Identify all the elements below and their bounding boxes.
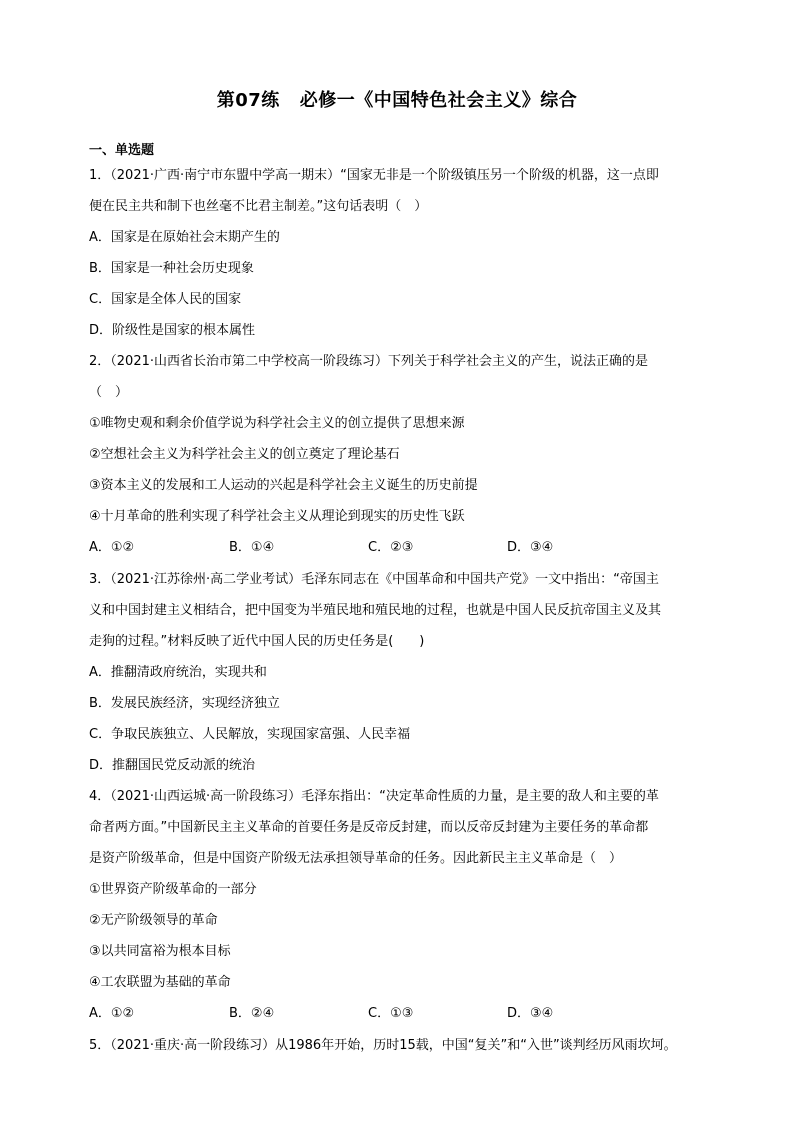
q1-stem-line1: 1．（2021·广西·南宁市东盟中学高一期末）“国家无非是一个阶级镇压另一个阶级的机器，这一点即 [89,168,659,183]
q2-options [89,539,709,557]
q4-item-3: ③以共同富裕为根本目标 [89,944,231,959]
q1-stem-line2: 便在民主共和制下也丝毫不比君主制差。”这句话表明（ ） [89,199,428,214]
q1-option-d: D．阶级性是国家的根本属性 [89,323,256,338]
q2-option-d: D．③④ [507,540,554,555]
q2-item-1: ①唯物史观和剩余价值学说为科学社会主义的创立提供了思想来源 [89,416,465,431]
q2-option-a: A．①② [89,540,135,555]
q4-option-a: A．①② [89,1006,135,1021]
q4-stem-line3: 是资产阶级革命，但是中国资产阶级无法承担领导革命的任务。因此新民主主义革命是（ ） [89,851,623,866]
q4-stem-line2: 命者两方面。”中国新民主主义革命的首要任务是反帝反封建，而以反帝反封建为主要任务的革命都 [89,820,649,835]
q2-stem-line1: 2．（2021·山西省长治市第二中学校高一阶段练习）下列关于科学社会主义的产生，说法正确的是 [89,354,648,369]
q2-item-3: ③资本主义的发展和工人运动的兴起是科学社会主义诞生的历史前提 [89,478,478,493]
q4-option-d: D．③④ [507,1006,554,1021]
q4-stem-line1: 4．（2021·山西运城·高一阶段练习）毛泽东指出：“决定革命性质的力量，是主要的敌人和主要的革 [89,789,659,804]
q2-item-2: ②空想社会主义为科学社会主义的创立奠定了理论基石 [89,447,400,462]
q5-stem-line1: 5．（2021·重庆·高一阶段练习）从1986年开始，历时15载，中国“复关”和“入世”谈判经历风雨坎坷。 [89,1038,677,1053]
q4-option-b: B．②④ [229,1006,275,1021]
q2-option-b: B．①④ [229,540,275,555]
q2-item-4: ④十月革命的胜利实现了科学社会主义从理论到现实的历史性飞跃 [89,509,465,524]
q3-stem-line1: 3．（2021·江苏徐州·高二学业考试）毛泽东同志在《中国革命和中国共产党》一文中指出：“帝国主 [89,572,659,587]
q3-option-d: D．推翻国民党反动派的统治 [89,758,256,773]
q1-option-a: A．国家是在原始社会末期产生的 [89,230,280,245]
q4-item-4: ④工农联盟为基础的革命 [89,975,231,990]
q2-option-c: C．②③ [368,540,414,555]
page-title [0,86,794,112]
q3-option-a: A．推翻清政府统治，实现共和 [89,665,267,680]
title-part2: 必修一《中国特色社会主义》综合 [299,90,578,111]
q3-option-c: C．争取民族独立、人民解放，实现国家富强、人民幸福 [89,727,411,742]
q4-option-c: C．①③ [368,1006,414,1021]
q3-stem-line3: 走狗的过程。”材料反映了近代中国人民的历史任务是( ) [89,634,425,649]
q2-stem-line2: （ ） [89,385,129,400]
title-part1: 第07练 [216,90,280,111]
q4-item-2: ②无产阶级领导的革命 [89,913,218,928]
section-heading: 一、单选题 [89,143,155,158]
q1-option-c: C．国家是全体人民的国家 [89,292,242,307]
q4-item-1: ①世界资产阶级革命的一部分 [89,882,257,897]
q1-option-b: B．国家是一种社会历史现象 [89,261,254,276]
q3-option-b: B．发展民族经济，实现经济独立 [89,696,280,711]
q4-options [89,1005,709,1023]
q3-stem-line2: 义和中国封建主义相结合，把中国变为半殖民地和殖民地的过程，也就是中国人民反抗帝国主义及其 [89,603,662,618]
